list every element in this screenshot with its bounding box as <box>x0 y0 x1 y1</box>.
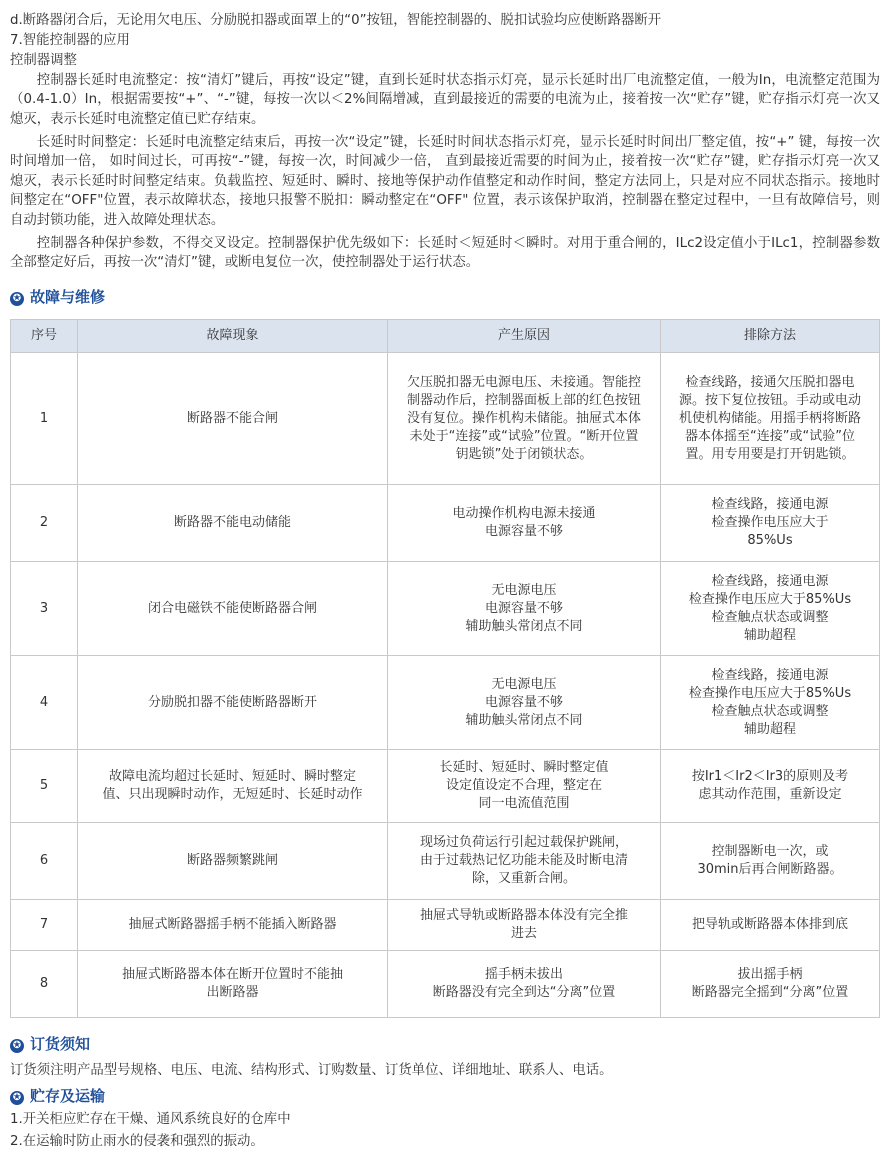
table-row <box>11 562 880 656</box>
row-no: 6 <box>11 823 78 900</box>
row-fix: 控制器断电一次，或30min后再合闸断路器。 <box>661 823 880 900</box>
row-symptom: 抽屉式断路器摇手柄不能插入断路器 <box>78 900 388 951</box>
row-cause: 无电源电压 电源容量不够 辅助触头常闭点不同 <box>388 656 661 750</box>
storage-item-1: 1.开关柜应贮存在干燥、通风系统良好的仓库中 <box>10 1112 291 1127</box>
section-title-fault: 故障与维修 <box>30 288 106 306</box>
row-no: 2 <box>11 485 78 562</box>
order-text: 订货须注明产品型号规格、电压、电流、结构形式、订购数量、订货单位、详细地址、联系人、电话。 <box>10 1063 613 1078</box>
row-no: 5 <box>11 750 78 823</box>
row-fix: 检查线路，接通欠压脱扣器电源。按下复位按钮。手动或电动机使机构储能。用摇手柄将断路器本体摇至“连接”或“试验”位置。用专用要是打开钥匙锁。 <box>661 353 880 485</box>
intro-line-3: 控制器调整 <box>10 53 77 68</box>
header-fix: 排除方法 <box>661 320 880 353</box>
fault-table <box>10 319 880 1018</box>
paragraph-protection-priority: 控制器各种保护参数，不得交叉设定。控制器保护优先级如下：长延时＜短延时＜瞬时。对用于重合闸的，ILc2设定值小于ILc1，控制器参数全部整定好后，再按一次“清灯”键，或断电复位一次，使控制器处于运行状态。 <box>10 236 880 271</box>
row-no: 7 <box>11 900 78 951</box>
table-row <box>11 656 880 750</box>
section-heading-storage <box>10 1086 105 1106</box>
row-fix: 把导轨或断路器本体排到底 <box>661 900 880 951</box>
row-no: 8 <box>11 951 78 1018</box>
section-title-storage: 贮存及运输 <box>30 1087 106 1105</box>
table-row <box>11 485 880 562</box>
row-symptom: 断路器频繁跳闸 <box>78 823 388 900</box>
section-heading-fault <box>10 287 105 307</box>
row-symptom: 故障电流均超过长延时、短延时、瞬时整定值、只出现瞬时动作，无短延时、长延时动作 <box>78 750 388 823</box>
table-row <box>11 900 880 951</box>
row-fix: 检查线路，接通电源 检查操作电压应大于 85%Us <box>661 485 880 562</box>
star-circle-icon: ✪ <box>10 292 24 306</box>
row-cause: 电动操作机构电源未接通 电源容量不够 <box>388 485 661 562</box>
storage-item-2: 2.在运输时防止雨水的侵袭和强烈的振动。 <box>10 1134 264 1149</box>
row-fix: 按Ir1＜Ir2＜Ir3的原则及考虑其动作范围，重新设定 <box>661 750 880 823</box>
row-no: 1 <box>11 353 78 485</box>
row-no: 4 <box>11 656 78 750</box>
row-no: 3 <box>11 562 78 656</box>
row-symptom: 分励脱扣器不能使断路器断开 <box>78 656 388 750</box>
section-heading-order <box>10 1034 90 1054</box>
intro-line-1: d.断路器闭合后，无论用欠电压、分励脱扣器或面罩上的“0”按钮，智能控制器的、脱扣试验均应使断路器断开 <box>10 13 662 28</box>
table-row <box>11 951 880 1018</box>
paragraph-long-delay-time: 长延时时间整定：长延时电流整定结束后，再按一次“设定”键，长延时时间状态指示灯亮，显示长延时时间出厂整定值，按“+” 键，每按一次时间增加一倍， 如时间过长，可再按“-”键，每按一次，时间减少一倍， 直到最接近需要的时间为止，接着按一次“贮存”键，贮存指示灯亮一次又熄灭，表示长延时时间整定结束。负载监控、短延时、瞬时、接地等保护动作值整定和动作时间，整定方法同上，只是对应不同状态指示。接地时间整定在“OFF"位置，表示故障状态，接地只报警不脱扣：瞬动整定在“OFF" 位置，表示该保护取消，控制器在整定过程中，一旦有故障信号，则自动封锁功能，进入故障处理状态。 <box>10 135 880 228</box>
row-fix: 检查线路，接通电源 检查操作电压应大于85%Us 检查触点状态或调整 辅助超程 <box>661 562 880 656</box>
intro-line-2: 7.智能控制器的应用 <box>10 33 130 48</box>
row-cause: 摇手柄未拔出 断路器没有完全到达“分离”位置 <box>388 951 661 1018</box>
row-fix: 检查线路，接通电源 检查操作电压应大于85%Us 检查触点状态或调整 辅助超程 <box>661 656 880 750</box>
row-cause: 无电源电压 电源容量不够 辅助触头常闭点不同 <box>388 562 661 656</box>
row-cause: 欠压脱扣器无电源电压、未接通。智能控制器动作后，控制器面板上部的红色按钮没有复位。操作机构未储能。抽屉式本体未处于“连接”或“试验”位置。“断开位置钥匙锁”处于闭锁状态。 <box>388 353 661 485</box>
row-symptom: 断路器不能电动储能 <box>78 485 388 562</box>
paragraph-long-delay-current: 控制器长延时电流整定：按“清灯”键后，再按“设定”键，直到长延时状态指示灯亮，显示长延时出厂电流整定值，一般为In，电流整定范围为（0.4-1.0）In，根据需要按“+”、“-”键，每按一次以＜2%间隔增减，直到最接近的需要的电流为止，接着按一次“贮存”键，贮存指示灯亮一次又熄灭，表示长延时电流整定值已贮存结束。 <box>10 73 880 127</box>
row-symptom: 闭合电磁铁不能使断路器合闸 <box>78 562 388 656</box>
table-row <box>11 750 880 823</box>
star-circle-icon: ✪ <box>10 1039 24 1053</box>
row-cause: 现场过负荷运行引起过载保护跳闸，由于过载热记忆功能未能及时断电清除，又重新合闸。 <box>388 823 661 900</box>
row-fix: 拔出摇手柄 断路器完全摇到“分离”位置 <box>661 951 880 1018</box>
header-symptom: 故障现象 <box>78 320 388 353</box>
header-no: 序号 <box>11 320 78 353</box>
section-title-order: 订货须知 <box>30 1035 91 1053</box>
row-cause: 抽屉式导轨或断路器本体没有完全推进去 <box>388 900 661 951</box>
table-header-row <box>11 320 880 353</box>
header-cause: 产生原因 <box>388 320 661 353</box>
table-row <box>11 823 880 900</box>
star-circle-icon: ✪ <box>10 1091 24 1105</box>
table-row <box>11 353 880 485</box>
row-symptom: 断路器不能合闸 <box>78 353 388 485</box>
row-cause: 长延时、短延时、瞬时整定值 设定值设定不合理，整定在 同一电流值范围 <box>388 750 661 823</box>
row-symptom: 抽屉式断路器本体在断开位置时不能抽出断路器 <box>78 951 388 1018</box>
